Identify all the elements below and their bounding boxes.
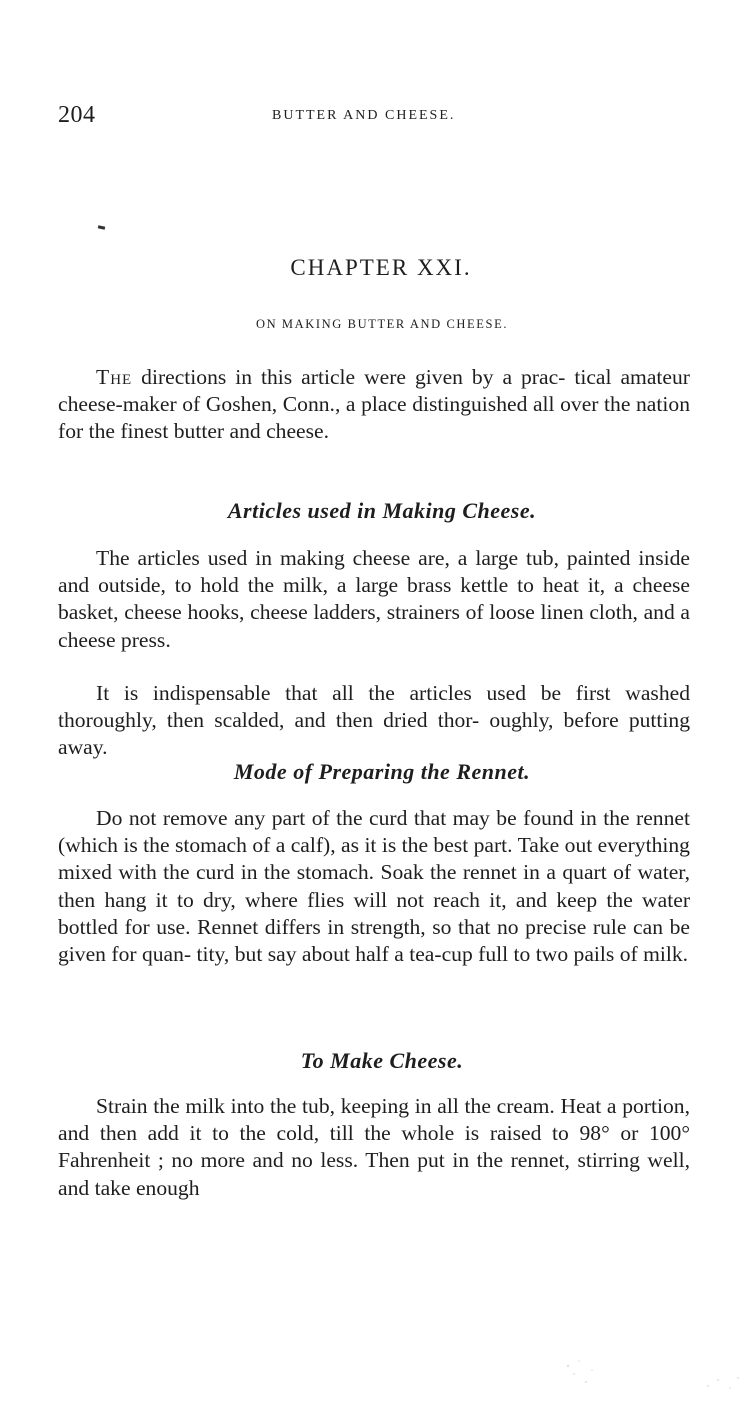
paragraph-line: cheese ladders, strainers of loose linen cloth, and a bbox=[250, 600, 690, 625]
paragraph-line: brass kettle to heat it, a cheese basket, cheese hooks, bbox=[58, 573, 691, 625]
paragraph-line: of water, then hang it to dry, where flies will not reach bbox=[58, 860, 690, 912]
paragraph-line: Heat a portion, and then add it to the cold, till the whole is bbox=[58, 1094, 690, 1146]
paragraph-rennet bbox=[58, 805, 690, 968]
intro-line: directions in this article were given by a prac- bbox=[132, 365, 566, 389]
paragraph-line: tity, but say about half a tea-cup full to two pails of milk. bbox=[196, 942, 689, 967]
paragraph-line: it is the best part. Take out everything mixed with bbox=[58, 833, 690, 885]
paragraph-line: raised to 98° or 100° Fahrenheit ; no more and no less. bbox=[58, 1121, 690, 1173]
paragraph-line: washed thoroughly, then scalded, and then dried thor- bbox=[58, 681, 690, 733]
intro-line: tical amateur cheese-maker of Goshen, Conn., a place bbox=[58, 365, 690, 417]
paragraph-articles-1 bbox=[58, 545, 690, 654]
paragraph-line: found in the rennet (which is the stomach of a calf), as bbox=[58, 806, 690, 858]
paragraph-line: painted inside and outside, to hold the milk, a large bbox=[58, 546, 690, 598]
intro-line: distinguished all over the nation for the finest butter bbox=[58, 392, 690, 444]
intro-line: and cheese. bbox=[229, 419, 330, 444]
running-head bbox=[58, 102, 690, 132]
paper-specks bbox=[548, 1352, 748, 1400]
paragraph-line: Do not remove any part of the curd that may be bbox=[96, 806, 517, 830]
paragraph-make-cheese bbox=[58, 1093, 690, 1202]
running-title: BUTTER AND CHEESE. bbox=[272, 108, 456, 123]
intro-dropcap-word: The bbox=[96, 365, 133, 389]
section-heading-make-cheese: To Make Cheese. bbox=[300, 1048, 464, 1073]
paragraph-line: It is indispensable that all the articles used be first bbox=[96, 681, 611, 705]
paragraph-line: the curd in the stomach. Soak the rennet in a quart bbox=[163, 860, 607, 885]
paragraph-line: Then put in the rennet, stirring well, and take enough bbox=[58, 1148, 690, 1200]
page-number: 204 bbox=[58, 102, 96, 128]
paragraph-line: strength, so that no precise rule can be given for quan- bbox=[58, 914, 690, 967]
paragraph-line: Strain the milk into the tub, keeping in all the cream. bbox=[96, 1094, 555, 1118]
paragraph-line: oughly, before putting away. bbox=[58, 708, 691, 760]
chapter-subtitle: ON MAKING BUTTER AND CHEESE. bbox=[255, 317, 509, 331]
chapter-title: CHAPTER XXI. bbox=[290, 255, 472, 280]
intro-paragraph bbox=[58, 364, 690, 446]
paragraph-articles-2 bbox=[58, 680, 690, 762]
ink-speck bbox=[98, 225, 105, 229]
section-heading-articles: Articles used in Making Cheese. bbox=[227, 498, 537, 523]
section-heading-rennet: Mode of Preparing the Rennet. bbox=[233, 759, 531, 784]
paragraph-line: it, and keep the water bottled for use. Rennet differs in bbox=[58, 887, 691, 939]
paragraph-line: cheese press. bbox=[58, 627, 171, 652]
paragraph-line: The articles used in making cheese are, a large tub, bbox=[96, 546, 559, 570]
